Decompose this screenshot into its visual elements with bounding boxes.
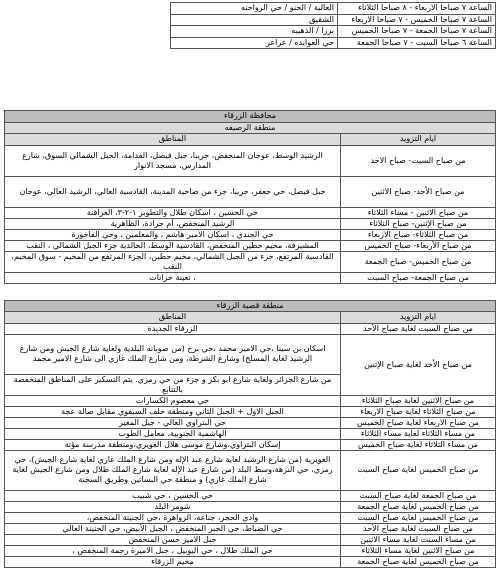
area-cell: العالية / الحنو / حي الرواحنه bbox=[171, 3, 338, 15]
schedule-cell: من صباح الخميس لغاية صباح الجمعة bbox=[341, 556, 496, 567]
table-row bbox=[5, 145, 496, 176]
schedule-column-header: ايام التزويد bbox=[341, 312, 496, 324]
schedule-cell: من صباح الاربعاء لغاية صباح الخميس bbox=[341, 417, 496, 428]
areas-cell: اسكان بن سينا ،حي الامير محمد ،حي برخ (من صوبانه البلدية ولغاية شارع الجيش ومن شارع الرشيد لغاية المسلخ) وشارع الشرطة، ومن شارع الملك غازي الى شارع الامير محمد bbox=[5, 334, 341, 374]
qasaba-table bbox=[4, 300, 496, 568]
areas-cell: حي البتراوي العالي - جبل المغير bbox=[5, 417, 341, 428]
schedule-cell: من مساء الثلاثاء لغاية مساء الثلاثاء bbox=[341, 428, 496, 439]
schedule-cell: من صباح الخميس لغاية صباح السبت bbox=[341, 512, 496, 523]
table-row bbox=[5, 439, 496, 450]
areas-cell: من شارع الجزائر ولغاية شارع ابو بكر و جزء من حي رمزي. يتم التسكير على المناطق المنخفضة بالتتابع bbox=[5, 374, 341, 395]
areas-cell: الرشيد المنخفض، أم جرادة، الظاهرية bbox=[5, 218, 341, 229]
schedule-cell: من صباح السبت- صباح الاحد bbox=[341, 145, 496, 176]
schedule-cell: من مساء السبت لغاية مساء الاثنين bbox=[341, 534, 496, 545]
schedule-cell: الساعة ٧ صباحا الجمعة - ٧ صباحا الخميس bbox=[338, 26, 496, 38]
table-row bbox=[5, 417, 496, 428]
schedule-cell: من صباح السبت لغاية صباح الأحد bbox=[341, 523, 496, 534]
schedule-cell: من صباح الجمعة لغاية صباح السبت bbox=[341, 490, 496, 501]
table-row bbox=[5, 176, 496, 207]
areas-cell: حي الضباط، حي الجبر المنخفض ، الجبل الأبيض، حي الجنينة العالي bbox=[5, 523, 341, 534]
schedule-cell: الساعة ٧ صباحا الاربعاء - ٨ صباحا الثلاثاء bbox=[338, 3, 496, 15]
table-row bbox=[5, 207, 496, 218]
schedule-cell: من صباح السبت لغاية صباح الأحد bbox=[341, 323, 496, 334]
area-cell: برزا / الذهيبه bbox=[171, 26, 338, 38]
region-title: منطقة الرصيفه bbox=[5, 122, 496, 134]
governorate-title-row bbox=[5, 111, 496, 123]
table-row bbox=[5, 406, 496, 417]
areas-cell: مخيم الزرقاء bbox=[5, 556, 341, 567]
table-row bbox=[5, 501, 496, 512]
table-row bbox=[5, 14, 496, 26]
table-row bbox=[5, 534, 496, 545]
region-title-row bbox=[5, 122, 496, 134]
table-row bbox=[5, 218, 496, 229]
schedule-cell: من صباح الإثنين- صباح الثلاثاء bbox=[341, 218, 496, 229]
schedule-cell: من صباح الجمعة- صباح السبت bbox=[341, 272, 496, 283]
areas-column-header: المناطق bbox=[5, 312, 341, 324]
region-title: منطقة قصبة الزرقاء bbox=[5, 300, 496, 312]
table-row bbox=[5, 545, 496, 556]
table-row bbox=[5, 334, 496, 374]
table-row bbox=[5, 395, 496, 406]
column-header-row bbox=[5, 312, 496, 324]
areas-cell: وادي الحجر، جناعة، الزواهرة ،حي الجنينة المنخفض، bbox=[5, 512, 341, 523]
schedule-cell: الساعة ٧ صباحا الخميس - ٧ صباحا الاربعاء bbox=[338, 14, 496, 26]
table-row bbox=[5, 251, 496, 272]
table-row bbox=[5, 490, 496, 501]
areas-cell: حي الملك طلال ، حي اليوبيل ، جبل الاميرة رحمة المنخفض ، bbox=[5, 545, 341, 556]
table-row bbox=[5, 450, 496, 490]
table-row bbox=[5, 229, 496, 240]
area-cell: الشقيق bbox=[171, 14, 338, 26]
governorate-title: محافظة الزرقاء bbox=[5, 111, 496, 123]
schedule-cell: من صباح الاثنين لغاية صباح الثلاثاء bbox=[341, 395, 496, 406]
areas-cell: القادسية المرتفع، جزء من الجبل الشمالي، مخيم حطين، الجزء المرتفع من المخيم - سوق المخيم، النقب bbox=[5, 251, 341, 272]
areas-cell: ، تعينة خزانات bbox=[5, 272, 341, 283]
table-row bbox=[5, 3, 496, 15]
areas-cell: الغويرية (من شارع الرشيد لغاية شارع عبد الإله ومن شارع الملك غازي لغاية شارع الجيش)، حي رمزي، حي النزهة،وسط البلد (من شارع عبد الإله لغاية شارع الملك طلال ومن شارع الجيش لغاية شارع الملك غازي) و منطقة حي البساتين وطريق السخنة bbox=[5, 450, 341, 490]
areas-cell: إسكان البتراوي،وشارع موسى هلال الغويري،ومنطقة مدرسة مؤتة bbox=[5, 439, 341, 450]
table-row bbox=[5, 240, 496, 251]
schedule-cell: من صباح الخميس- صباح الجمعة bbox=[341, 251, 496, 272]
table-row bbox=[5, 37, 496, 49]
schedule-cell: من صباح الثلاثاء- صباح الاربعاء bbox=[341, 229, 496, 240]
top-schedule-table bbox=[4, 2, 496, 49]
areas-cell: الجبل الاول + الجبل الثاني ومنطقة خلف السيفوي مقابل صالة عجة bbox=[5, 406, 341, 417]
table-row bbox=[5, 512, 496, 523]
areas-cell: المشيرفة، مخيم حطين المنخفض، القادسية الوسط، الخالدية جزء الجبل الشمالي ، النقب bbox=[5, 240, 341, 251]
schedule-cell: من صباح الأربعاء- صباح الخميس bbox=[341, 240, 496, 251]
areas-column-header: المناطق bbox=[5, 134, 341, 146]
table-row bbox=[5, 523, 496, 534]
schedule-column-header: ايام التزويد bbox=[341, 134, 496, 146]
table-row bbox=[5, 323, 496, 334]
areas-cell: الهاشمية الجنوبية، معامل الطوب bbox=[5, 428, 341, 439]
areas-cell: حي الحسين ، اسكان طلال والتطوير ١-٢-٣، العراقنة bbox=[5, 207, 341, 218]
schedule-cell: من صباح الاثنين - مساء الثلاثاء bbox=[341, 207, 496, 218]
region-title-row bbox=[5, 300, 496, 312]
areas-cell: الرشيد الوسط، عوجان المنخفض، جريبا، جبل فيصل، الفدامة، الجبل الشمالي السوق، شارع المدارس، مسجد الانوار bbox=[5, 145, 341, 176]
schedule-cell: من صباح الخميس لغاية صباح الجمعة bbox=[341, 501, 496, 512]
table-row bbox=[5, 428, 496, 439]
schedule-cell: من صباح الخميس لغاية صباح السبت bbox=[341, 450, 496, 490]
areas-cell: شومر البلد bbox=[5, 501, 341, 512]
schedule-cell: الساعة ٦ صباحا السبت - ٧ صباحا الجمعة bbox=[338, 37, 496, 49]
areas-cell: جبل فيصل، حي جعفر، جريبا، جزء من ضاحية المدينة، القادسية العالي، الرشيد العالي، عوجان bbox=[5, 176, 341, 207]
table-row bbox=[5, 26, 496, 38]
schedule-cell: من مساء الثلاثاء لغاية صباح الخميس bbox=[341, 439, 496, 450]
areas-cell: جبل الامير حسن المنخفض bbox=[5, 534, 341, 545]
area-cell: حي العوايده / عراعر bbox=[171, 37, 338, 49]
areas-cell: حي الحسين ، حي شبيب bbox=[5, 490, 341, 501]
table-row bbox=[5, 272, 496, 283]
rusaifa-table bbox=[4, 110, 496, 284]
areas-cell: الزرقاء الجديدة bbox=[5, 323, 341, 334]
column-header-row bbox=[5, 134, 496, 146]
areas-cell: حي معصوم الكسارات bbox=[5, 395, 341, 406]
schedule-cell: من صباح الثلاثاء لغاية صباح الاربعاء bbox=[341, 406, 496, 417]
areas-cell: حي الجندي ، اسكان الامير هاشم ، والمعلمين ، وحي الفاخورة bbox=[5, 229, 341, 240]
schedule-cell: من صباح الاثنين لغاية مساء الثلاثاء bbox=[341, 545, 496, 556]
schedule-cell: من صباح الأحد لغاية صباح الإثنين bbox=[341, 334, 496, 395]
schedule-cell: من صباح الأحد- صباح الاثنين bbox=[341, 176, 496, 207]
table-row bbox=[5, 556, 496, 567]
